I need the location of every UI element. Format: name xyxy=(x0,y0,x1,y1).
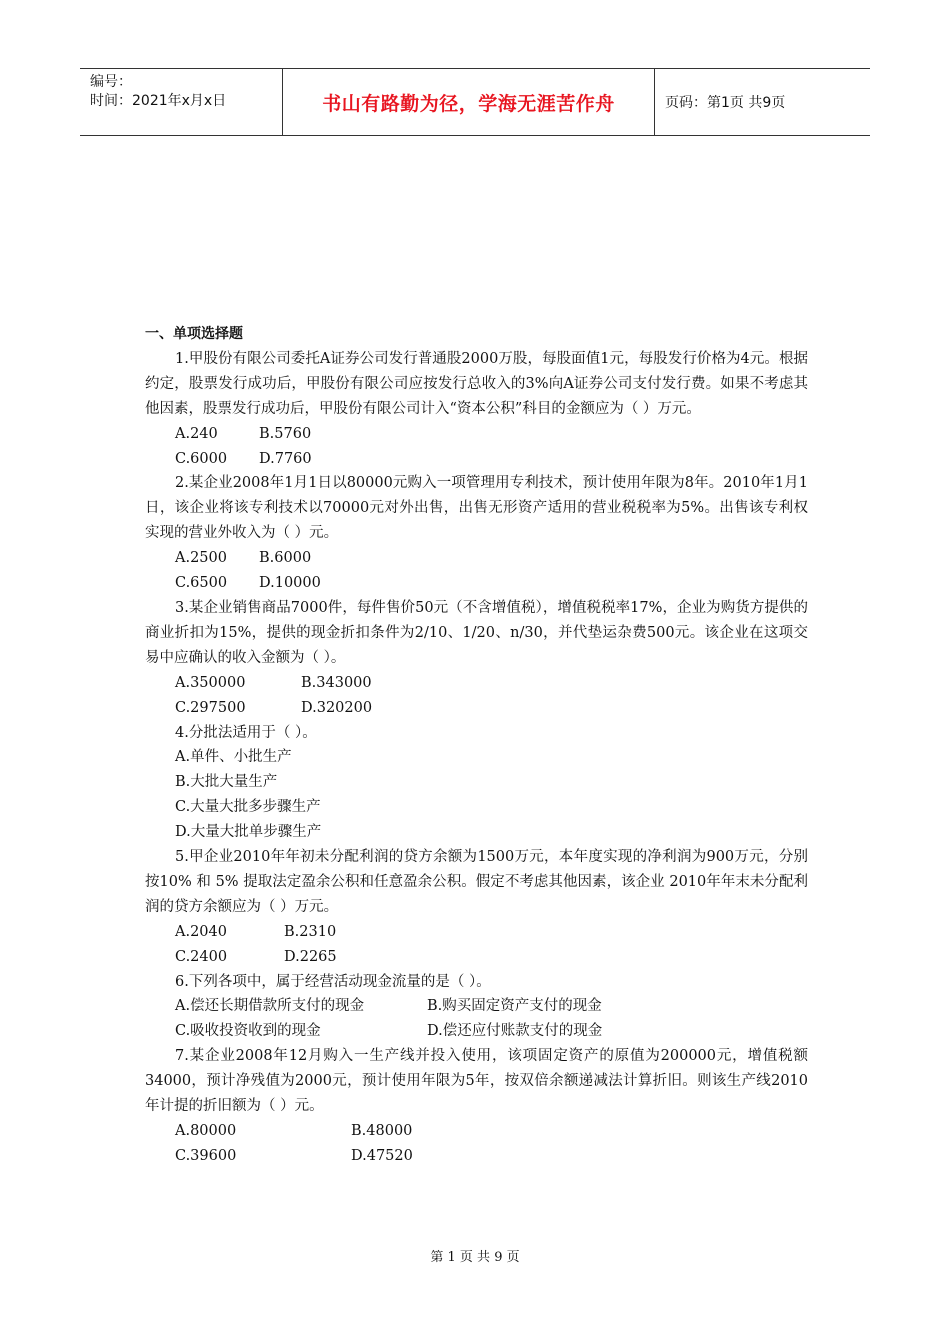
option: A.350000 xyxy=(175,674,246,691)
option: D.大量大批单步骤生产 xyxy=(175,824,322,841)
option: A.80000 xyxy=(175,1123,237,1139)
option: D.320200 xyxy=(301,699,373,716)
number-label: 编号： xyxy=(90,74,132,90)
document-body xyxy=(145,322,808,1169)
option: B.48000 xyxy=(351,1123,413,1139)
option: D.47520 xyxy=(351,1147,413,1164)
question-7: 7.某企业2008年12月购入一生产线并投入使用，该项固定资产的原值为200000元，增值税额34000，预计净残值为2000元，预计使用年限为5年，按双倍余额递减法计算折旧。则该生产线2010年计提的折旧额为（ ）元。 xyxy=(145,1048,808,1115)
option: C.大量大批多步骤生产 xyxy=(175,799,321,816)
header-meta xyxy=(80,69,283,135)
question-4-options xyxy=(145,745,808,845)
section-title: 一、单项选择题 xyxy=(145,326,243,342)
header-motto: 书山有路勤为径，学海无涯苦作舟 xyxy=(283,69,655,135)
option: C.6500 xyxy=(175,575,228,592)
question-7-options xyxy=(145,1119,808,1169)
question-2-options xyxy=(145,546,808,596)
option: B.343000 xyxy=(301,674,372,691)
time-label: 时间：2021年x月x日 xyxy=(90,93,227,109)
question-3-options xyxy=(145,671,808,721)
option: B.2310 xyxy=(284,923,337,940)
option: D.2265 xyxy=(284,948,337,965)
option: C.39600 xyxy=(175,1147,237,1164)
question-6-options xyxy=(145,994,808,1044)
option: D.7760 xyxy=(259,450,312,467)
option: A.单件、小批生产 xyxy=(175,749,292,766)
question-2: 2.某企业2008年1月1日以80000元购入一项管理用专利技术，预计使用年限为8年。2010年1月1日，该企业将该专利技术以70000元对外出售，出售无形资产适用的营业税税率为5%。出售该专利权实现的营业外收入为（ ）元。 xyxy=(145,475,808,542)
option: B.5760 xyxy=(259,425,312,442)
page-footer: 第 1 页 共 9 页 xyxy=(430,1250,520,1265)
option: D.偿还应付账款支付的现金 xyxy=(427,1023,603,1040)
option: B.6000 xyxy=(259,550,312,567)
option: D.10000 xyxy=(259,575,321,592)
header-page-label: 页码：第1页 共9页 xyxy=(665,95,786,111)
question-1: 1.甲股份有限公司委托A证券公司发行普通股2000万股，每股面值1元，每股发行价格为4元。根据约定，股票发行成功后，甲股份有限公司应按发行总收入的3%向A证券公司支付发行费。如果不考虑其他因素，股票发行成功后，甲股份有限公司计入“资本公积”科目的金额应为（ ）万元。 xyxy=(145,350,808,417)
question-6: 6.下列各项中，属于经营活动现金流量的是（ ）。 xyxy=(175,973,491,990)
page-header xyxy=(80,68,870,136)
option: B.大批大量生产 xyxy=(175,774,278,791)
option: A.240 xyxy=(175,425,218,442)
question-3: 3.某企业销售商品7000件，每件售价50元（不含增值税），增值税税率17%，企业为购货方提供的商业折扣为15%，提供的现金折扣条件为2/10、1/20、n/30，并代垫运杂费500元。该企业在这项交易中应确认的收入金额为（ ）。 xyxy=(145,599,808,666)
question-1-options xyxy=(145,422,808,472)
option: A.偿还长期借款所支付的现金 xyxy=(175,998,365,1015)
option: A.2500 xyxy=(175,550,227,567)
question-5-options xyxy=(145,920,808,970)
option: A.2040 xyxy=(175,923,227,940)
question-5: 5.甲企业2010年年初未分配利润的贷方余额为1500万元，本年度实现的净利润为900万元，分别按10% 和 5% 提取法定盈余公积和任意盈余公积。假定不考虑其他因素，该企业 2010年年末未分配利润的贷方余额应为（ ）万元。 xyxy=(145,849,808,915)
option: C.297500 xyxy=(175,699,246,716)
option: C.2400 xyxy=(175,948,228,965)
option: B.购买固定资产支付的现金 xyxy=(427,998,602,1015)
question-4: 4.分批法适用于（ ）。 xyxy=(175,724,317,741)
option: C.吸收投资收到的现金 xyxy=(175,1023,321,1040)
option: C.6000 xyxy=(175,450,228,467)
